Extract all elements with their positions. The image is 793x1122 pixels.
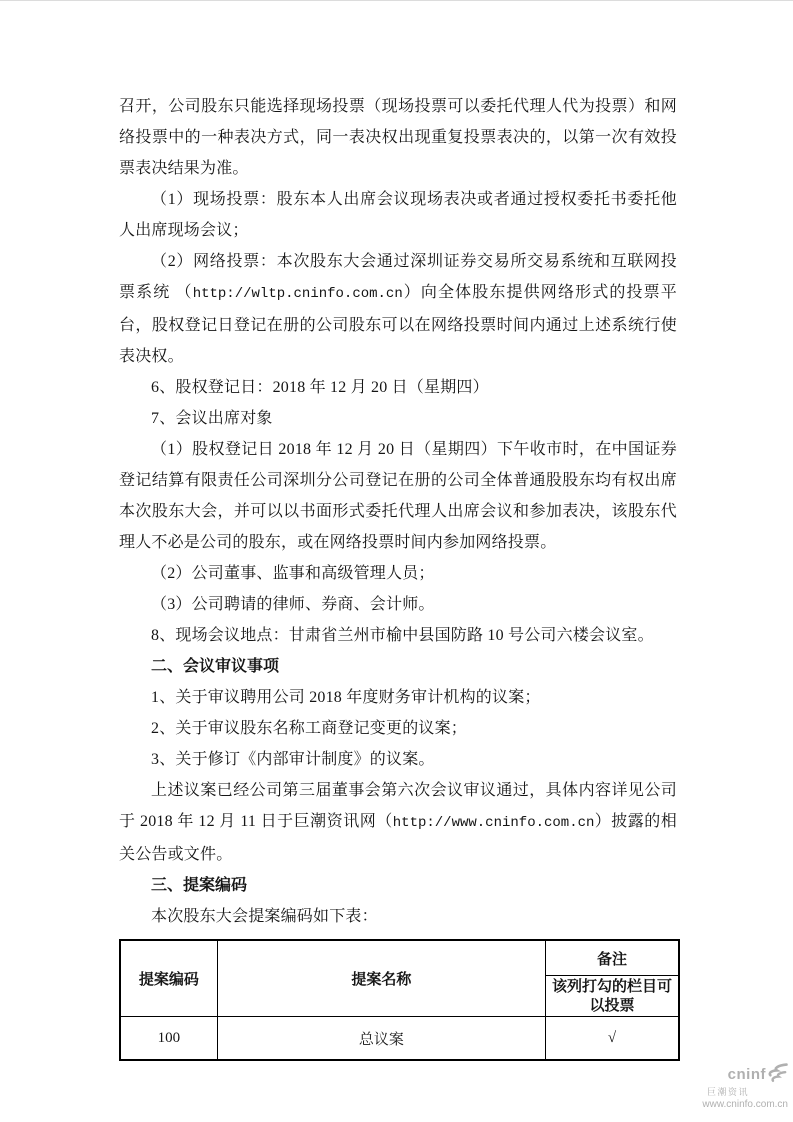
cninfo-website-text: www.cninfo.com.cn [702, 1099, 788, 1110]
header-remark: 备注 [546, 940, 679, 976]
document-content [119, 91, 677, 1061]
proposal-code-table [119, 939, 680, 1061]
header-proposal-code: 提案编码 [120, 940, 217, 1017]
cninfo-logo [694, 1063, 788, 1110]
cell-proposal-remark-checkmark: √ [546, 1017, 679, 1061]
paragraph-attendees-shareholders: （1）股权登记日 2018 年 12 月 20 日（星期四）下午收市时，在中国证券登记结算有限责任公司深圳分公司登记在册的公司全体普通股股东均有权出席本次股东大会，并可以以书面形式委托代理人出席会议和参加表决，该股东代理人不必是公司的股东，或在网络投票时间内参加网络投票。 [119, 441, 677, 551]
paragraph-record-date: 6、股权登记日：2018 年 12 月 20 日（星期四） [151, 379, 489, 396]
matters-note-text-pre: 上述议案已经公司第三届董事会第六次会议审议通过，具体内容详见公司于 2018 年 12 月 11 日于巨潮资讯网（ [119, 782, 677, 830]
paragraph-matter-3: 3、关于修订《内部审计制度》的议案。 [151, 751, 435, 768]
section-heading-proposal-codes: 三、提案编码 [151, 877, 248, 894]
paragraph-matters-note [119, 775, 677, 870]
matters-note-url: http://www.cninfo.com.cn [392, 815, 595, 831]
paragraph-attendees-directors: （2）公司董事、监事和高级管理人员； [151, 565, 435, 582]
header-remark-sub: 该列打勾的栏目可以投票 [546, 976, 679, 1017]
paragraph-attendees-advisors: （3）公司聘请的律师、券商、会计师。 [151, 596, 435, 613]
paragraph-attendees-title: 7、会议出席对象 [151, 410, 273, 427]
paragraph-matter-2: 2、关于审议股东名称工商登记变更的议案； [151, 720, 468, 737]
paragraph-table-intro: 本次股东大会提案编码如下表： [151, 908, 378, 925]
paragraph-meeting-location: 8、现场会议地点：甘肃省兰州市榆中县国防路 10 号公司六楼会议室。 [151, 627, 654, 644]
paragraph-voting-method-continued: 召开，公司股东只能选择现场投票（现场投票可以委托代理人代为投票）和网络投票中的一种表决方式，同一表决权出现重复投票表决的，以第一次有效投票表决结果为准。 [119, 98, 677, 177]
cell-proposal-code: 100 [120, 1017, 217, 1061]
table-header-row [120, 940, 679, 976]
cninfo-swirl-icon [767, 1063, 788, 1088]
cninfo-brand-chinese: 巨潮资讯 [706, 1087, 749, 1098]
paragraph-matter-1: 1、关于审议聘用公司 2018 年度财务审计机构的议案； [151, 689, 541, 706]
cell-proposal-name: 总议案 [217, 1017, 545, 1061]
online-voting-text-pre: （2）网络投票：本次股东大会通过深圳证券交易所交易系统和互联网投票系统 （ [119, 253, 677, 301]
cninfo-brand-text: cninf [727, 1065, 766, 1083]
header-proposal-name: 提案名称 [217, 940, 545, 1017]
paragraph-online-voting [119, 246, 677, 372]
online-voting-text-post: ）向全体股东提供网络形式的投票平台，股权登记日登记在册的公司股东可以在网络投票时间内通过上述系统行使表决权。 [119, 284, 677, 365]
online-voting-url: http://wltp.cninfo.com.cn [192, 286, 403, 302]
cninfo-brand-row [694, 1063, 788, 1088]
table-row-proposal-100 [120, 1017, 679, 1061]
paragraph-onsite-voting: （1）现场投票：股东本人出席会议现场表决或者通过授权委托书委托他人出席现场会议； [119, 191, 677, 239]
matters-note-text-post: ）披露的相关公告或文件。 [119, 813, 677, 863]
section-heading-matters: 二、会议审议事项 [151, 658, 280, 675]
